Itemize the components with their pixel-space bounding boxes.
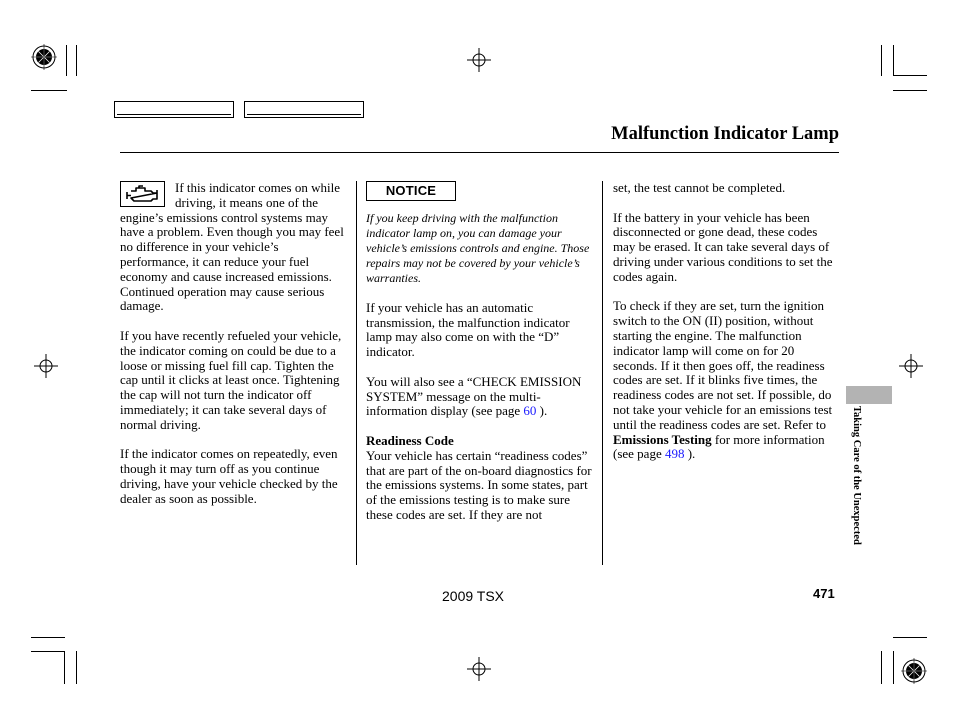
column-divider	[356, 181, 357, 565]
crop-mark	[893, 45, 894, 76]
crop-mark	[66, 45, 67, 76]
notice-label: NOTICE	[385, 182, 437, 198]
header-tab-right	[244, 101, 364, 118]
crop-mark	[881, 45, 882, 76]
notice-box	[366, 181, 456, 201]
registration-rosette-icon	[31, 44, 57, 70]
registration-target-icon	[467, 48, 491, 72]
crop-mark	[881, 651, 882, 684]
paragraph: If the battery in your vehicle has been disconnected or gone dead, these codes may be erased. It can take several days of driving under various conditions to set the codes again.	[613, 209, 833, 284]
readiness-section	[366, 434, 596, 523]
section-tab	[846, 386, 892, 404]
footer-model: 2009 TSX	[442, 588, 505, 604]
section-heading: Readiness Code	[366, 432, 454, 448]
page-title: Malfunction Indicator Lamp	[611, 124, 839, 144]
crop-mark	[76, 45, 77, 76]
registration-target-icon	[467, 657, 491, 681]
section-label: Taking Care of the Unexpected	[851, 406, 862, 545]
page-number: 471	[813, 586, 835, 601]
crop-mark	[893, 90, 927, 91]
notice-text: If you keep driving with the malfunction indicator lamp on, you can damage your vehicle’s emissions controls and engine. Those repairs may not be covered by your vehicle’s warranties.	[366, 211, 590, 285]
paragraph-text: ).	[539, 403, 548, 419]
crop-mark	[893, 637, 927, 638]
paragraph: If this indicator comes on while driving, it means one of the engine’s emissions control systems may have a problem. Even though you may feel no difference in your vehicle’s performance, it can reduce your fuel economy and cause increased emissions. Continued operation may cause serious damage.	[120, 180, 344, 314]
column-3	[613, 181, 841, 477]
crop-mark	[76, 651, 77, 684]
bold-reference: Emissions Testing	[613, 431, 712, 447]
column-2	[366, 181, 596, 523]
registration-target-icon	[899, 354, 923, 378]
registration-rosette-icon	[901, 658, 927, 684]
paragraph-text: ).	[687, 446, 696, 462]
crop-mark	[893, 651, 894, 684]
page-link[interactable]: 498	[664, 446, 685, 462]
paragraph	[613, 299, 841, 462]
paragraph: If you have recently refueled your vehicle, the indicator coming on could be due to a loose or missing fuel fill cap. Tighten the cap until it clicks at least once. Tightening the cap will not turn the indicator off immediately; it can take several days of normal driving.	[120, 327, 342, 432]
page-link[interactable]: 60	[523, 403, 537, 419]
paragraph-text: Your vehicle has certain “readiness codes” that are part of the on-board diagnostics for the emissions systems. In some states, part of the emissions testing is to make sure these codes are set. If they are not	[366, 447, 592, 522]
crop-mark	[31, 90, 67, 91]
paragraph: If the indicator comes on repeatedly, even though it may turn off as you continue driving, have your vehicle checked by the dealer as soon as possible.	[120, 446, 338, 506]
paragraph-text: To check if they are set, turn the ignition switch to the ON (II) position, without starting the engine. The malfunction indicator lamp will come on for 20 seconds. If it then goes off, the readiness codes are set. If it blinks five times, the readiness codes are not set. If possible, do not take your vehicle for an emissions test until the readiness codes are set. Refer to	[613, 298, 833, 432]
crop-mark	[31, 637, 65, 638]
indicator-box	[120, 181, 165, 207]
header-tab-left	[114, 101, 234, 118]
registration-target-icon	[34, 354, 58, 378]
crop-mark	[893, 75, 927, 76]
paragraph: set, the test cannot be completed.	[613, 180, 786, 195]
paragraph: If your vehicle has an automatic transmission, the malfunction indicator lamp may also come on with the “D” indicator.	[366, 299, 570, 360]
paragraph-text: You will also see a “CHECK EMISSION SYSTEM” message on the multi-information display (see page	[366, 373, 582, 419]
crop-mark	[31, 651, 65, 652]
column-divider	[602, 181, 603, 565]
paragraph-text: for more information (see page	[613, 431, 825, 462]
crop-mark	[64, 651, 65, 684]
paragraph	[366, 375, 596, 419]
check-engine-icon	[125, 184, 161, 204]
header-rule	[120, 152, 839, 153]
column-1	[120, 181, 350, 521]
